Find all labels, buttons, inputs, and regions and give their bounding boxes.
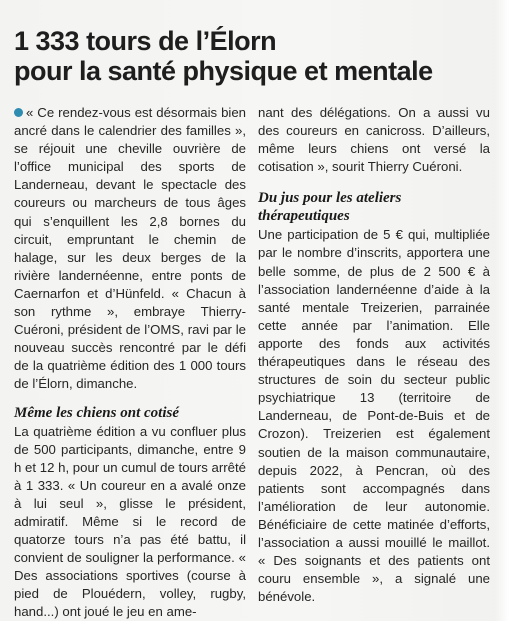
subheading-ateliers-line-1: Du jus pour les ateliers [258,190,402,207]
subheading-ateliers-line-2: thérapeutiques [258,208,350,225]
body-paragraph-treizerien: Une participation de 5 € qui, multipliée par le nombre d’inscrits, apportera une belle somme, de plus de 2 500 € à l’association landernéenne d’aide à la santé mentale Treizerien, parrainée cette année par l’animation. Elle apporte des fonds aux activités thérapeutiques dans le réseau des structures de soin du secteur public psychiatrique 13 (territoire de Landerneau, de Pont-de-Buis et de Crozon). Treizerien est également soutien de la maison communautaire, depuis 2022, à Pencran, où des patients sont accompagnés dans l’amélioration de leur autonomie. Bénéficiaire de cette matinée d’efforts, l’association a aussi mouillé le maillot. « Des soignants et des patients ont couru ensemble », a signalé une bénévole. [258,227,490,605]
article-headline [14,26,494,86]
body-paragraph-canicross: nant des délégations. On a aussi vu des coureurs en canicross. D’ailleurs, même leurs chiens ont versé la cotisation », sourit Thierry Cuéroni. [258,105,490,175]
body-paragraph-participants: La quatrième édition a vu confluer plus de 500 participants, dimanche, entre 9 h et 12 h, pour un cumul de tours arrêté à 1 333. « Un coureur en a avalé onze à lui seul », glisse le président, admiratif. Même si le record de quatorze tours n’a pas été battu, il convient de souligner la performance. « Des associations sportives (course à pied de Plouédern, volley, rugby, hand...) ont joué le jeu en ame- [14,423,246,620]
subheading-chiens: Même les chiens ont cotisé [14,404,179,421]
subheading-ateliers [258,189,490,225]
right-column [258,104,490,606]
headline-line-2: pour la santé physique et mentale [14,56,433,86]
left-column [14,104,246,622]
page-edge [495,0,509,621]
intro-paragraph-text: « Ce rendez-vous est désormais bien ancré dans le calendrier des familles », se réjouit une cheville ouvrière de l’office municipal des sports de Landerneau, devant le spectacle des coureurs ou marcheurs de tous âges qui s’enquillent les 2,8 bornes du circuit, empruntant le chemin de halage, sur les deux berges de la rivière landernéenne, entre ponts de Caernarfon et d’Hünfeld. « Chacun à son rythme », embraye Thierry-Cuéroni, président de l’OMS, ravi par le nouveau succès rencontré par le défi de la quatrième édition des 1 000 tours de l’Élorn, dimanche. [14,105,246,392]
intro-paragraph [14,104,246,394]
bullet-dot-icon [14,108,23,117]
headline-line-1: 1 333 tours de l’Élorn [14,26,277,56]
